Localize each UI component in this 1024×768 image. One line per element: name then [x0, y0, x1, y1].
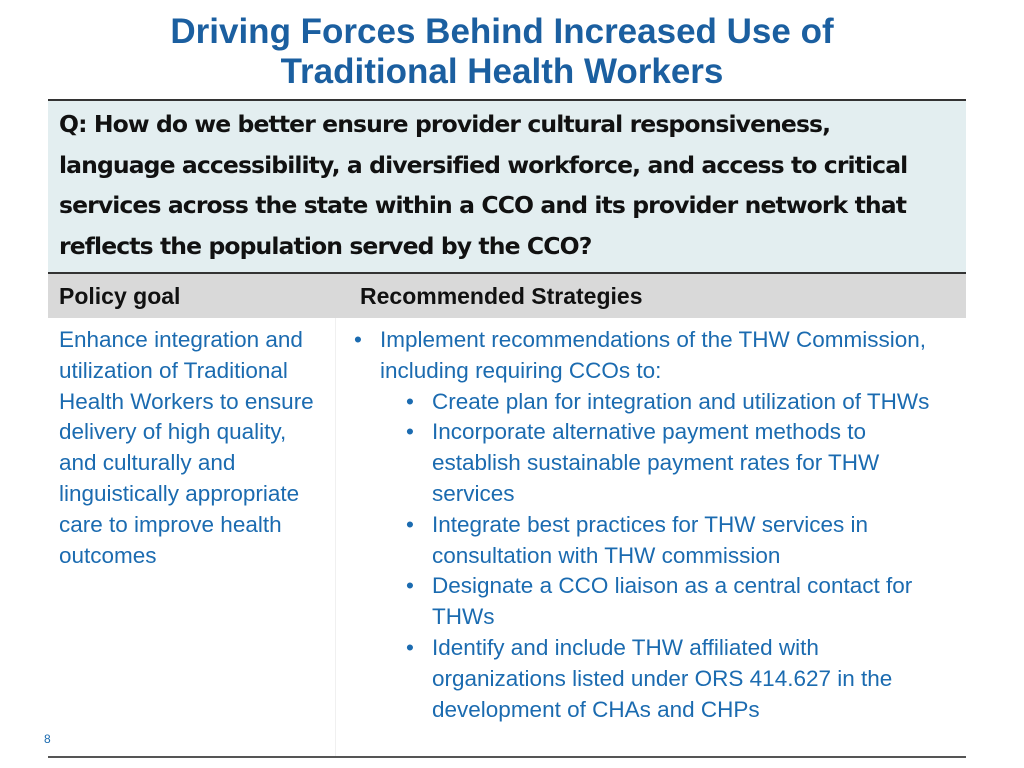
strategy-sub-text: Incorporate alternative payment methods to establish sustainable payment rates for THW services: [432, 419, 880, 506]
strategy-sub-text: Identify and include THW affiliated with organizations listed under ORS 414.627 in the development of CHAs and CHPs: [432, 634, 893, 722]
bullet-icon: •: [406, 511, 414, 537]
policy-goal-text: Enhance integration and utilization of Traditional Health Workers to ensure delivery of high quality, and culturally and linguistically appropriate care to improve health outcomes: [59, 327, 314, 568]
slide-title: [40, 12, 964, 92]
bullet-icon: •: [406, 634, 414, 660]
strategy-sub-list: [348, 387, 958, 726]
strategy-sub-text: Create plan for integration and utilization of THWs: [432, 388, 930, 414]
bullet-icon: •: [406, 419, 414, 445]
slide-title-line-1: Driving Forces Behind Increased Use of: [170, 12, 834, 51]
strategy-main-text: Implement recommendations of the THW Commission, including requiring CCOs to:: [380, 327, 927, 383]
bullet-icon: •: [406, 573, 414, 599]
question-box: [48, 99, 966, 272]
strategy-main-item: [348, 325, 958, 387]
question-text: Q: How do we better ensure provider cultural responsiveness, language accessibility, a diversified workforce, and access to critical services across the state within a CCO and its provider network that reflects the population served by the CCO?: [59, 110, 908, 260]
page-number: 8: [44, 732, 51, 746]
strategy-sub-text: Integrate best practices for THW services in consultation with THW commission: [432, 511, 868, 568]
strategy-sub-item: [348, 571, 958, 633]
header-policy-goal: Policy goal: [59, 283, 181, 309]
bullet-icon: •: [406, 388, 414, 414]
strategy-sub-item: [348, 510, 958, 572]
strategy-sub-item: [348, 417, 958, 509]
strategies-cell: [348, 325, 958, 725]
strategy-sub-text: Designate a CCO liaison as a central contact for THWs: [432, 573, 913, 630]
table-header-row: [48, 272, 966, 318]
column-divider: [335, 318, 336, 756]
strategy-sub-item: [348, 633, 958, 725]
strategy-sub-item: [348, 387, 958, 418]
header-recommended-strategies: Recommended Strategies: [360, 283, 643, 309]
table-body-row: [48, 318, 966, 758]
slide-title-line-2: Traditional Health Workers: [280, 52, 724, 91]
bullet-icon: •: [354, 327, 362, 352]
